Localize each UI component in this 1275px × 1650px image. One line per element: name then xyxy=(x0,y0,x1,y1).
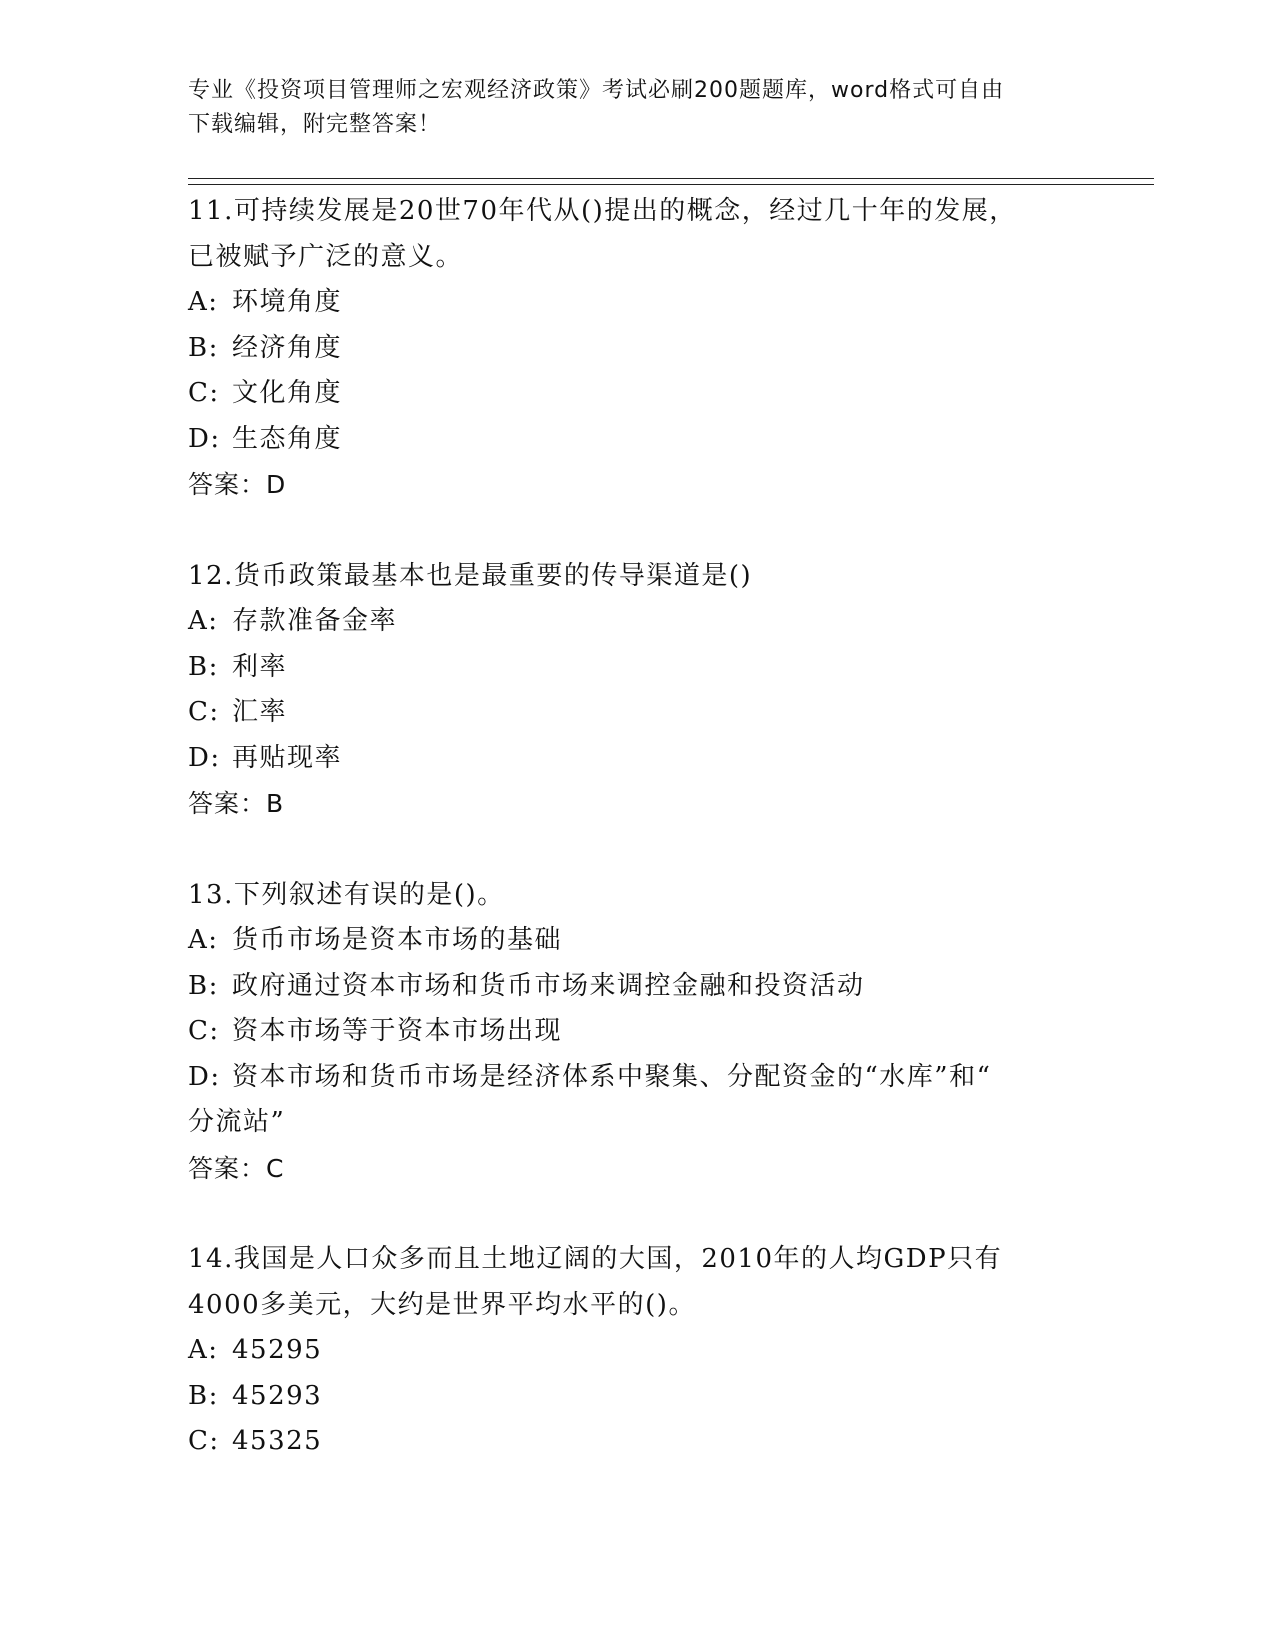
option-label: D: xyxy=(188,1061,221,1092)
option-label: C: xyxy=(188,1426,220,1456)
option-label: C: xyxy=(188,378,220,408)
option-text: 资本市场和货币市场是经济体系中聚集、分配资金的“水库”和“ xyxy=(232,1061,992,1092)
option-text: 存款准备金率 xyxy=(232,606,398,636)
option-label: A: xyxy=(188,606,219,636)
document-header xyxy=(188,74,1088,142)
answer-option xyxy=(188,645,1088,691)
header-line-2: 下载编辑，附完整答案！ xyxy=(188,112,442,137)
option-label: B: xyxy=(188,1380,219,1411)
question-block xyxy=(188,189,1088,508)
answer-option xyxy=(188,736,1088,782)
answer-option xyxy=(188,371,1088,417)
option-text: 分流站” xyxy=(188,1107,286,1137)
option-label: D: xyxy=(188,742,221,773)
option-text: 经济角度 xyxy=(232,332,343,363)
option-text: 资本市场等于资本市场出现 xyxy=(232,1016,563,1046)
option-text: 45295 xyxy=(232,1335,323,1365)
option-text: 政府通过资本市场和货币市场来调控金融和投资活动 xyxy=(232,970,865,1001)
answer-option xyxy=(188,964,1088,1010)
answer-option xyxy=(188,690,1088,736)
option-label: B: xyxy=(188,970,219,1001)
answer-option xyxy=(188,1374,1088,1420)
answer-key: 答案：C xyxy=(188,1153,285,1183)
option-text: 45325 xyxy=(232,1426,323,1456)
question-text-line: 4000多美元，大约是世界平均水平的()。 xyxy=(188,1289,696,1320)
question-block xyxy=(188,873,1088,1192)
question-text-line: 已被赋予广泛的意义。 xyxy=(188,241,464,272)
answer-option xyxy=(188,918,1088,964)
header-line-1: 专业《投资项目管理师之宏观经济政策》考试必刷200题题库，word格式可自由 xyxy=(188,78,1005,103)
option-text: 利率 xyxy=(232,651,288,682)
answer-option xyxy=(188,1100,1088,1146)
question-text-line: 13.下列叙述有误的是()。 xyxy=(188,879,505,910)
option-label: C: xyxy=(188,1016,220,1046)
answer-option xyxy=(188,599,1088,645)
question-block xyxy=(188,554,1088,827)
option-text: 45293 xyxy=(232,1380,323,1411)
answer-option xyxy=(188,280,1088,326)
question-list xyxy=(188,189,1088,1511)
answer-option xyxy=(188,1009,1088,1055)
option-text: 再贴现率 xyxy=(232,742,343,773)
answer-key: 答案：B xyxy=(188,789,285,818)
option-text: 货币市场是资本市场的基础 xyxy=(232,925,563,955)
answer-option xyxy=(188,417,1088,463)
answer-option xyxy=(188,1055,1088,1101)
question-text-line: 12.货币政策最基本也是最重要的传导渠道是() xyxy=(188,560,753,591)
question-text-line: 11.可持续发展是20世70年代从()提出的概念，经过几十年的发展， xyxy=(188,196,1017,226)
option-label: C: xyxy=(188,697,220,727)
option-label: A: xyxy=(188,925,219,955)
answer-option xyxy=(188,326,1088,372)
answer-option xyxy=(188,1419,1088,1465)
question-text-line: 14.我国是人口众多而且土地辽阔的大国，2010年的人均GDP只有 xyxy=(188,1244,1003,1274)
option-label: D: xyxy=(188,423,221,454)
header-divider-top xyxy=(188,178,1154,179)
option-label: B: xyxy=(188,332,219,363)
option-text: 生态角度 xyxy=(232,423,343,454)
answer-option xyxy=(188,1328,1088,1374)
option-text: 汇率 xyxy=(232,697,288,727)
option-text: 环境角度 xyxy=(232,287,343,317)
option-label: A: xyxy=(188,1335,219,1365)
answer-key: 答案：D xyxy=(188,470,287,499)
header-divider-bottom xyxy=(188,184,1154,185)
option-label: B: xyxy=(188,651,219,682)
question-block xyxy=(188,1237,1088,1465)
option-text: 文化角度 xyxy=(232,378,343,408)
option-label: A: xyxy=(188,287,219,317)
